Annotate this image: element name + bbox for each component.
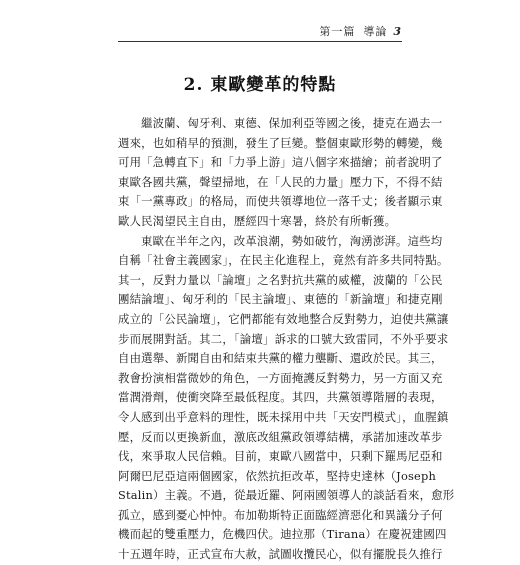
text-line: 伐，來爭取人民信賴。目前，東歐八國當中，只剩下羅馬尼亞和	[118, 449, 443, 464]
text-line: 步而展開對話。其二，「論壇」訴求的口號大致雷同，不外乎要求	[118, 331, 449, 346]
text-line: 東歐在半年之內，改革浪潮，勢如破竹，洶湧澎湃。這些均	[141, 233, 443, 248]
text-line: 其一，反對力量以「論壇」之名對抗共黨的威權，波蘭的「公民	[118, 272, 443, 287]
text-line: 週來，也如稍早的預測，發生了巨變。整個東歐形勢的轉變，幾	[118, 135, 443, 150]
text-line: 當潤滑劑，使衝突降至最低程度。其四，共黨領導階層的表現，	[118, 390, 443, 405]
text-line: 教會扮演相當微妙的角色，一方面掩護反對勢力，另一方面又充	[118, 370, 443, 385]
text-line: 歐人民渴望民主自由，歷經四十寒暑，終於有所斬獲。	[118, 213, 397, 228]
header-rule	[118, 41, 402, 42]
text-line: 團結論壇」、匈牙利的「民主論壇」、東德的「新論壇」和捷克剛	[118, 292, 443, 307]
body-text	[118, 114, 455, 565]
text-line: 成立的「公民論壇」，它們都能有效地整合反對勢力，迫使共黨讓	[118, 311, 449, 326]
text-line: 自稱「社會主義國家」，在民主化進程上，竟然有許多共同特點。	[118, 253, 449, 268]
text-line: 可用「急轉直下」和「力爭上游」這八個字來描繪；前者說明了	[118, 155, 443, 170]
section-title: 2. 東歐變革的特點	[183, 75, 337, 95]
page-number: 3	[393, 25, 402, 38]
section-label: 導論	[363, 25, 388, 38]
text-line: 孤立，感到憂心忡忡。布加勒斯特正面臨經濟惡化和異議分子何	[118, 507, 443, 522]
text-line: 束「一黨專政」的格局，而使共領導地位一落千丈；後者顯示東	[118, 194, 443, 209]
text-line: 自由選舉、新聞自由和結束共黨的權力壟斷、還政於民。其三，	[118, 351, 443, 366]
chapter-label: 第一篇	[319, 25, 356, 38]
text-line: 令人感到出乎意料的理性，既未採用中共「天安門模式」，血腥鎮	[118, 409, 449, 424]
text-line: 十五週年時，正式宣布大赦，試圖收攬民心，似有擺脫長久推行	[118, 547, 443, 562]
text-line: 壓，反而以更換新血，激底改組黨政領導結構，承諾加速改革步	[118, 429, 443, 444]
text-line: 機而起的雙重壓力，危機四伏。迪拉那（Tirana）在慶祝建國四	[118, 527, 447, 542]
text-line: 阿爾巴尼亞這兩個國家，依然抗拒改革，堅持史達林（Joseph	[118, 468, 437, 483]
text-line: Stalin）主義。不過，從最近羅、阿兩國領導人的談話看來，愈形	[118, 488, 455, 503]
text-line: 東歐各國共黨，聲望掃地，在「人民的力量」壓力下，不得不結	[118, 174, 443, 189]
text-line: 繼波蘭、匈牙利、東德、保加利亞等國之後，捷克在過去一	[141, 116, 443, 130]
running-head	[319, 23, 402, 39]
